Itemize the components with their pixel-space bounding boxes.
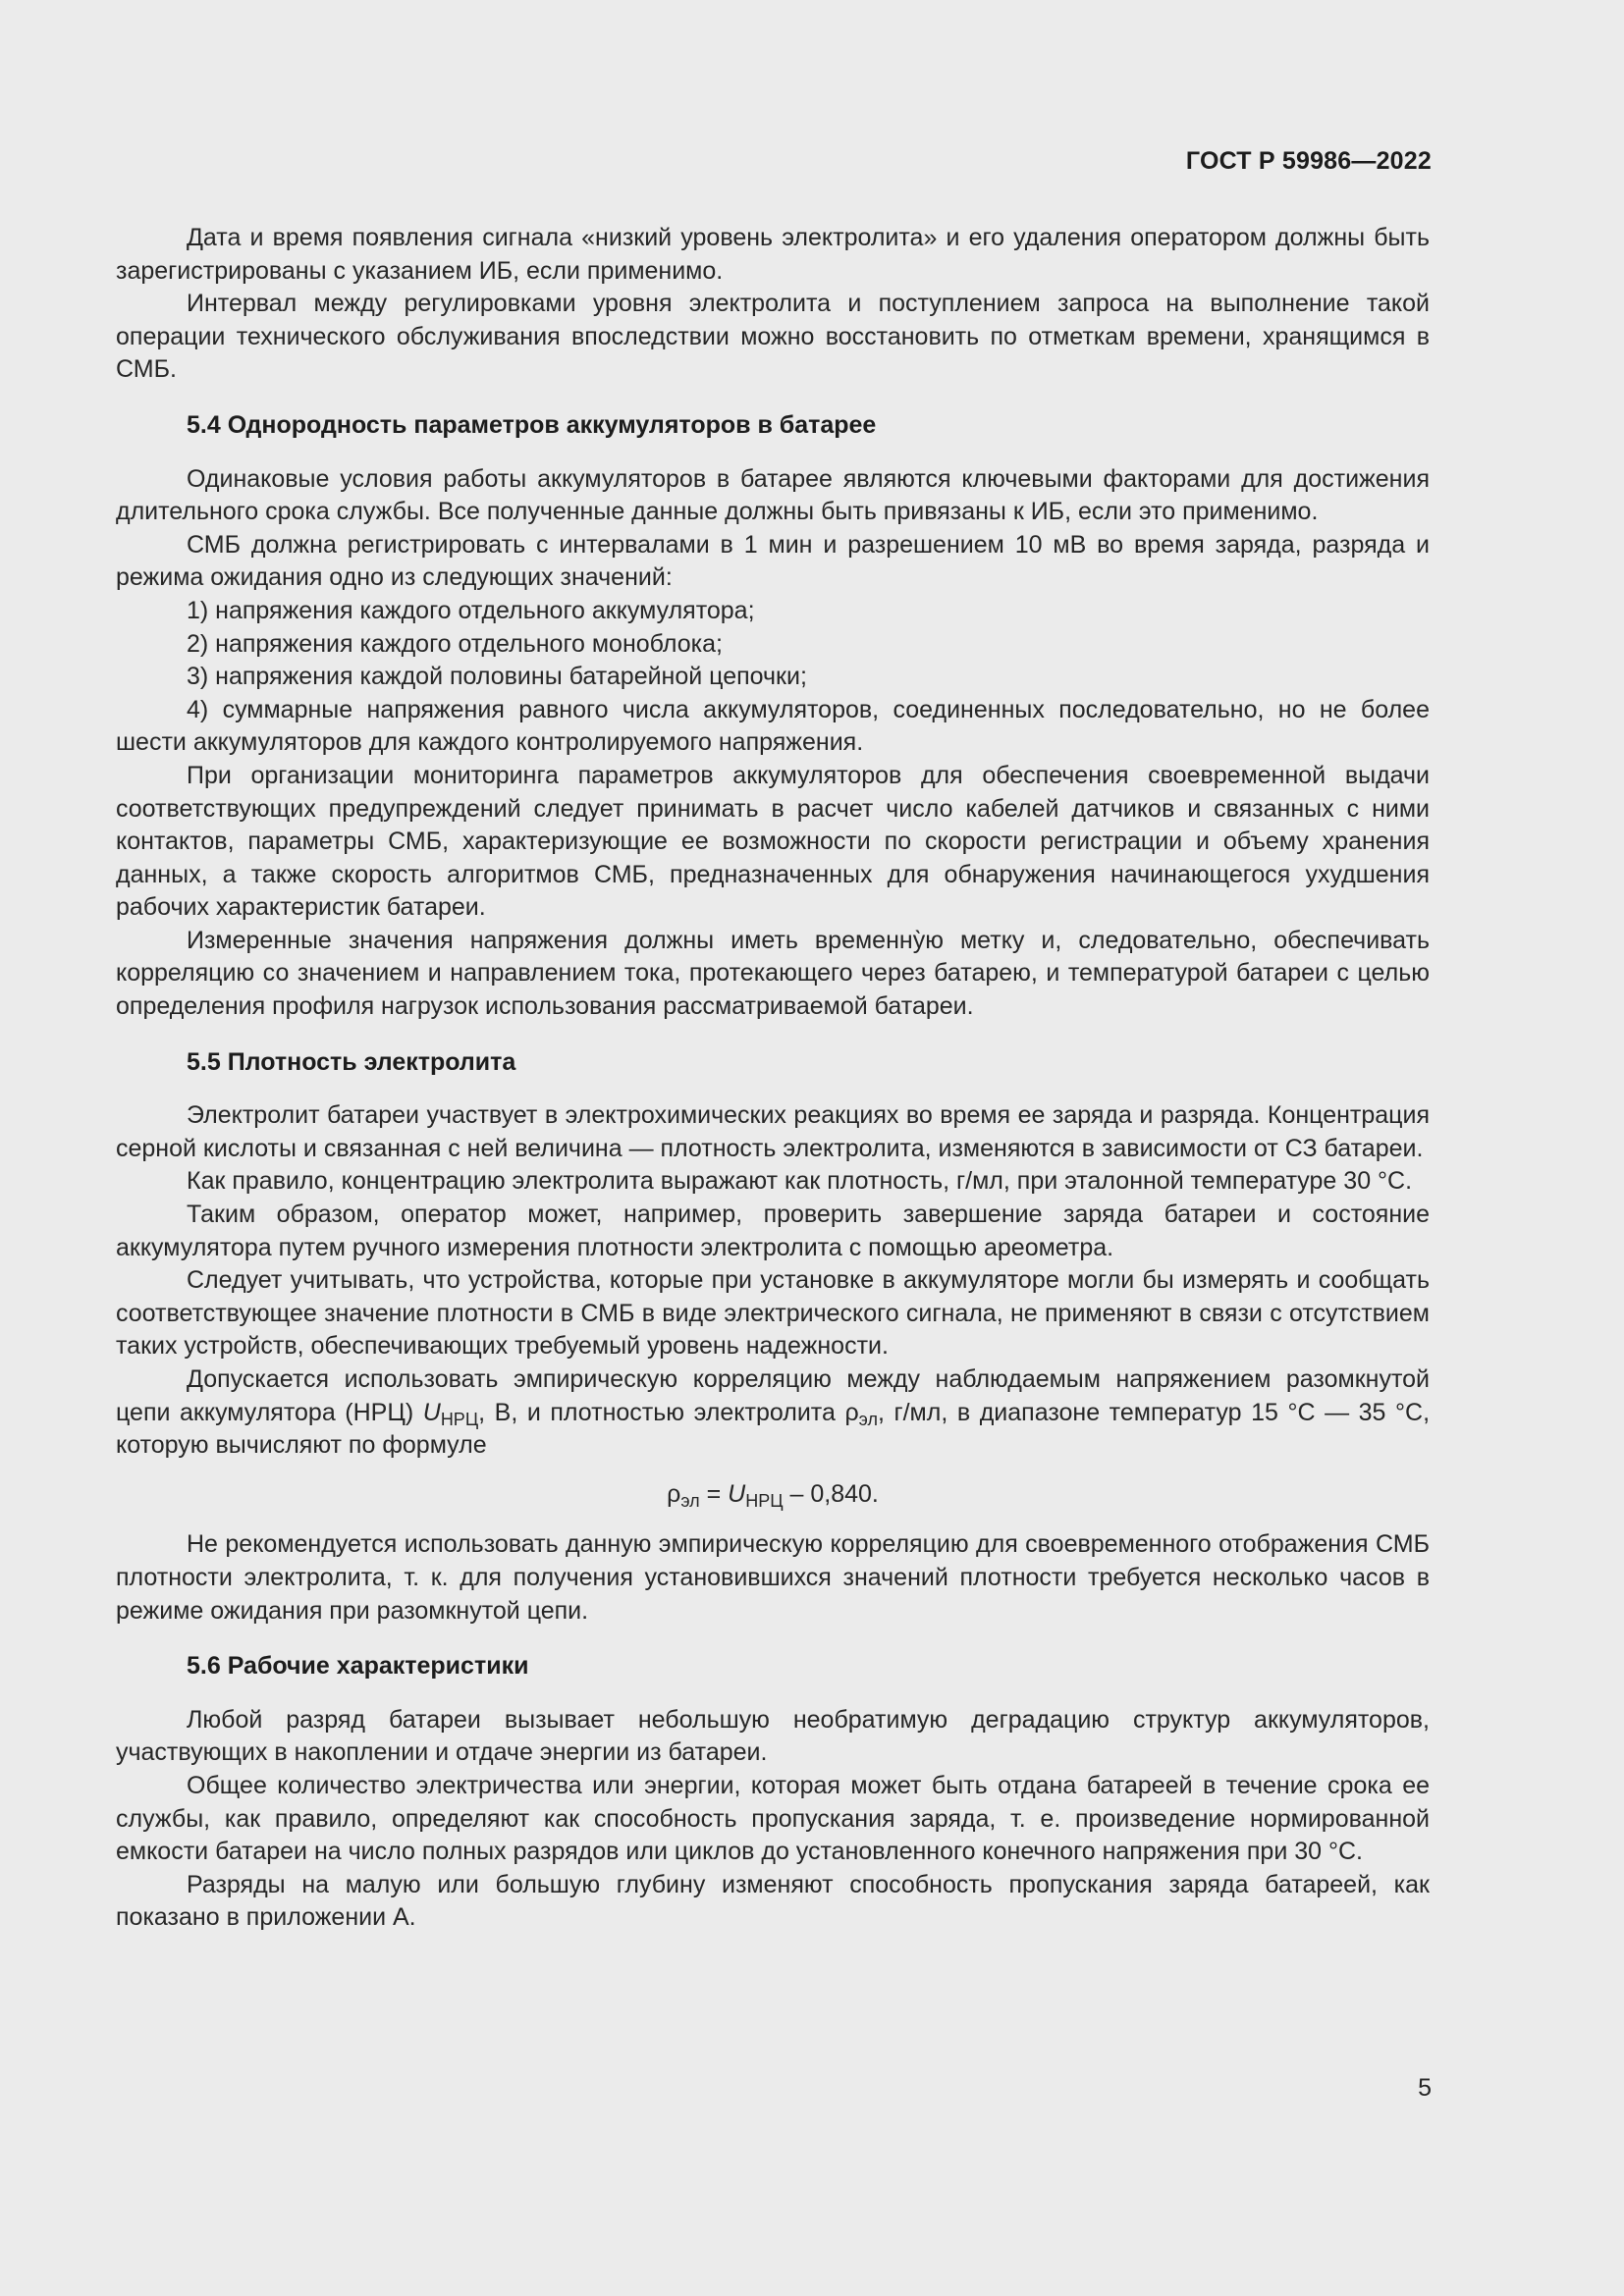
formula-voltage-subscript: НРЦ bbox=[745, 1490, 784, 1511]
page-number: 5 bbox=[1418, 2074, 1432, 2102]
formula-rest: – 0,840. bbox=[783, 1479, 879, 1508]
list-item: 4) суммарные напряжения равного числа аккумуляторов, соединенных последовательно, но не более шести аккумуляторов для каждого контролируемого напряжения. bbox=[116, 695, 1430, 757]
voltage-subscript: НРЦ bbox=[440, 1409, 479, 1429]
paragraph: Разряды на малую или большую глубину изменяют способность пропускания заряда батареей, как показано в приложении А. bbox=[116, 1870, 1430, 1932]
list-item: 2) напряжения каждого отдельного моноблока; bbox=[187, 629, 723, 658]
formula-lhs-symbol: ρ bbox=[667, 1479, 681, 1508]
paragraph: Измеренные значения напряжения должны иметь временну̀ю метку и, следовательно, обеспечивать корреляцию со значением и направлением тока, протекающего через батарею, и температурой батареи с целью определения профиля нагрузок использования рассматриваемой батареи. bbox=[116, 926, 1430, 1021]
paragraph: Как правило, концентрацию электролита выражают как плотность, г/мл, при эталонной температуре 30 °С. bbox=[187, 1167, 1413, 1196]
paragraph: Интервал между регулировками уровня электролита и поступлением запроса на выполнение такой операции технического обслуживания впоследствии можно восстановить по отметкам времени, хранящимся в СМБ. bbox=[116, 290, 1430, 384]
paragraph: Таким образом, оператор может, например, проверить завершение заряда батареи и состояние аккумулятора путем ручного измерения плотности электролита с помощью ареометра. bbox=[116, 1201, 1430, 1261]
section-heading-5-4: 5.4 Однородность параметров аккумуляторов в батарее bbox=[187, 410, 877, 439]
paragraph: Следует учитывать, что устройства, которые при установке в аккумуляторе могли бы измерять и сообщать соответствующее значение плотности в СМБ в виде электрического сигнала, не применяют в связи с отсутствием таких устройств, обеспечивающих требуемый уровень надежности. bbox=[116, 1266, 1430, 1361]
density-symbol: ρ bbox=[844, 1398, 859, 1426]
section-heading-5-5: 5.5 Плотность электролита bbox=[187, 1047, 516, 1076]
formula bbox=[116, 1478, 1430, 1512]
paragraph: Электролит батареи участвует в электрохимических реакциях во время ее заряда и разряда. Концентрация серной кислоты и связанная с ней величина — плотность электролита, изменяются в зависимости от СЗ батареи. bbox=[116, 1101, 1430, 1162]
paragraph: Дата и время появления сигнала «низкий уровень электролита» и его удаления оператором должны быть зарегистрированы с указанием ИБ, если применимо. bbox=[116, 224, 1430, 285]
list-item: 1) напряжения каждого отдельного аккумулятора; bbox=[187, 596, 755, 624]
paragraph: Одинаковые условия работы аккумуляторов в батарее являются ключевыми факторами для достижения длительного срока службы. Все полученные данные должны быть привязаны к ИБ, если это применимо. bbox=[116, 464, 1430, 526]
page-body bbox=[116, 222, 1430, 1935]
formula-voltage-symbol: U bbox=[728, 1479, 746, 1508]
text-run: , В, и плотностью электролита bbox=[478, 1398, 845, 1426]
paragraph-with-symbols bbox=[116, 1363, 1430, 1463]
paragraph: Любой разряд батареи вызывает небольшую необратимую деградацию структур аккумуляторов, участвующих в накоплении и отдаче энергии из батареи. bbox=[116, 1705, 1430, 1767]
paragraph: СМБ должна регистрировать с интервалами в 1 мин и разрешением 10 мВ во время заряда, разряда и режима ожидания одно из следующих значений: bbox=[116, 530, 1430, 592]
voltage-symbol: U bbox=[422, 1398, 441, 1426]
paragraph: Общее количество электричества или энергии, которая может быть отдана батареей в течение срока ее службы, как правило, определяют как способность пропускания заряда, т. е. произведение нормированной емкости батареи на число полных разрядов или циклов до установленного конечного напряжения при 30 °С. bbox=[116, 1771, 1430, 1866]
paragraph: Не рекомендуется использовать данную эмпирическую корреляцию для своевременного отображения СМБ плотности электролита, т. к. для получения установившихся значений плотности требуется несколько часов в режиме ожидания при разомкнутой цепи. bbox=[116, 1530, 1430, 1625]
paragraph: При организации мониторинга параметров аккумуляторов для обеспечения своевременной выдачи соответствующих предупреждений следует принимать в расчет число кабелей датчиков и связанных с ними контактов, параметры СМБ, характеризующие ее возможности по скорости регистрации и объему хранения данных, а также скорость алгоритмов СМБ, предназначенных для обнаружения начинающегося ухудшения рабочих характеристик батареи. bbox=[116, 761, 1430, 922]
text-run: Допускается использовать эмпирическую корреляцию между наблюдаемым напряжением разомкнутой цепи аккумулятора (НРЦ) bbox=[116, 1365, 1430, 1426]
document-id: ГОСТ Р 59986—2022 bbox=[1185, 147, 1432, 175]
section-heading-5-6: 5.6 Рабочие характеристики bbox=[187, 1652, 529, 1681]
formula-equals: = bbox=[699, 1479, 729, 1508]
text-run: , г/мл, в диапазоне температур 15 °С — 35 °С, которую вычисляют по формуле bbox=[116, 1398, 1431, 1460]
formula-lhs-subscript: эл bbox=[680, 1490, 700, 1511]
density-subscript: эл bbox=[858, 1409, 878, 1429]
list-item: 3) напряжения каждой половины батарейной цепочки; bbox=[187, 663, 807, 691]
